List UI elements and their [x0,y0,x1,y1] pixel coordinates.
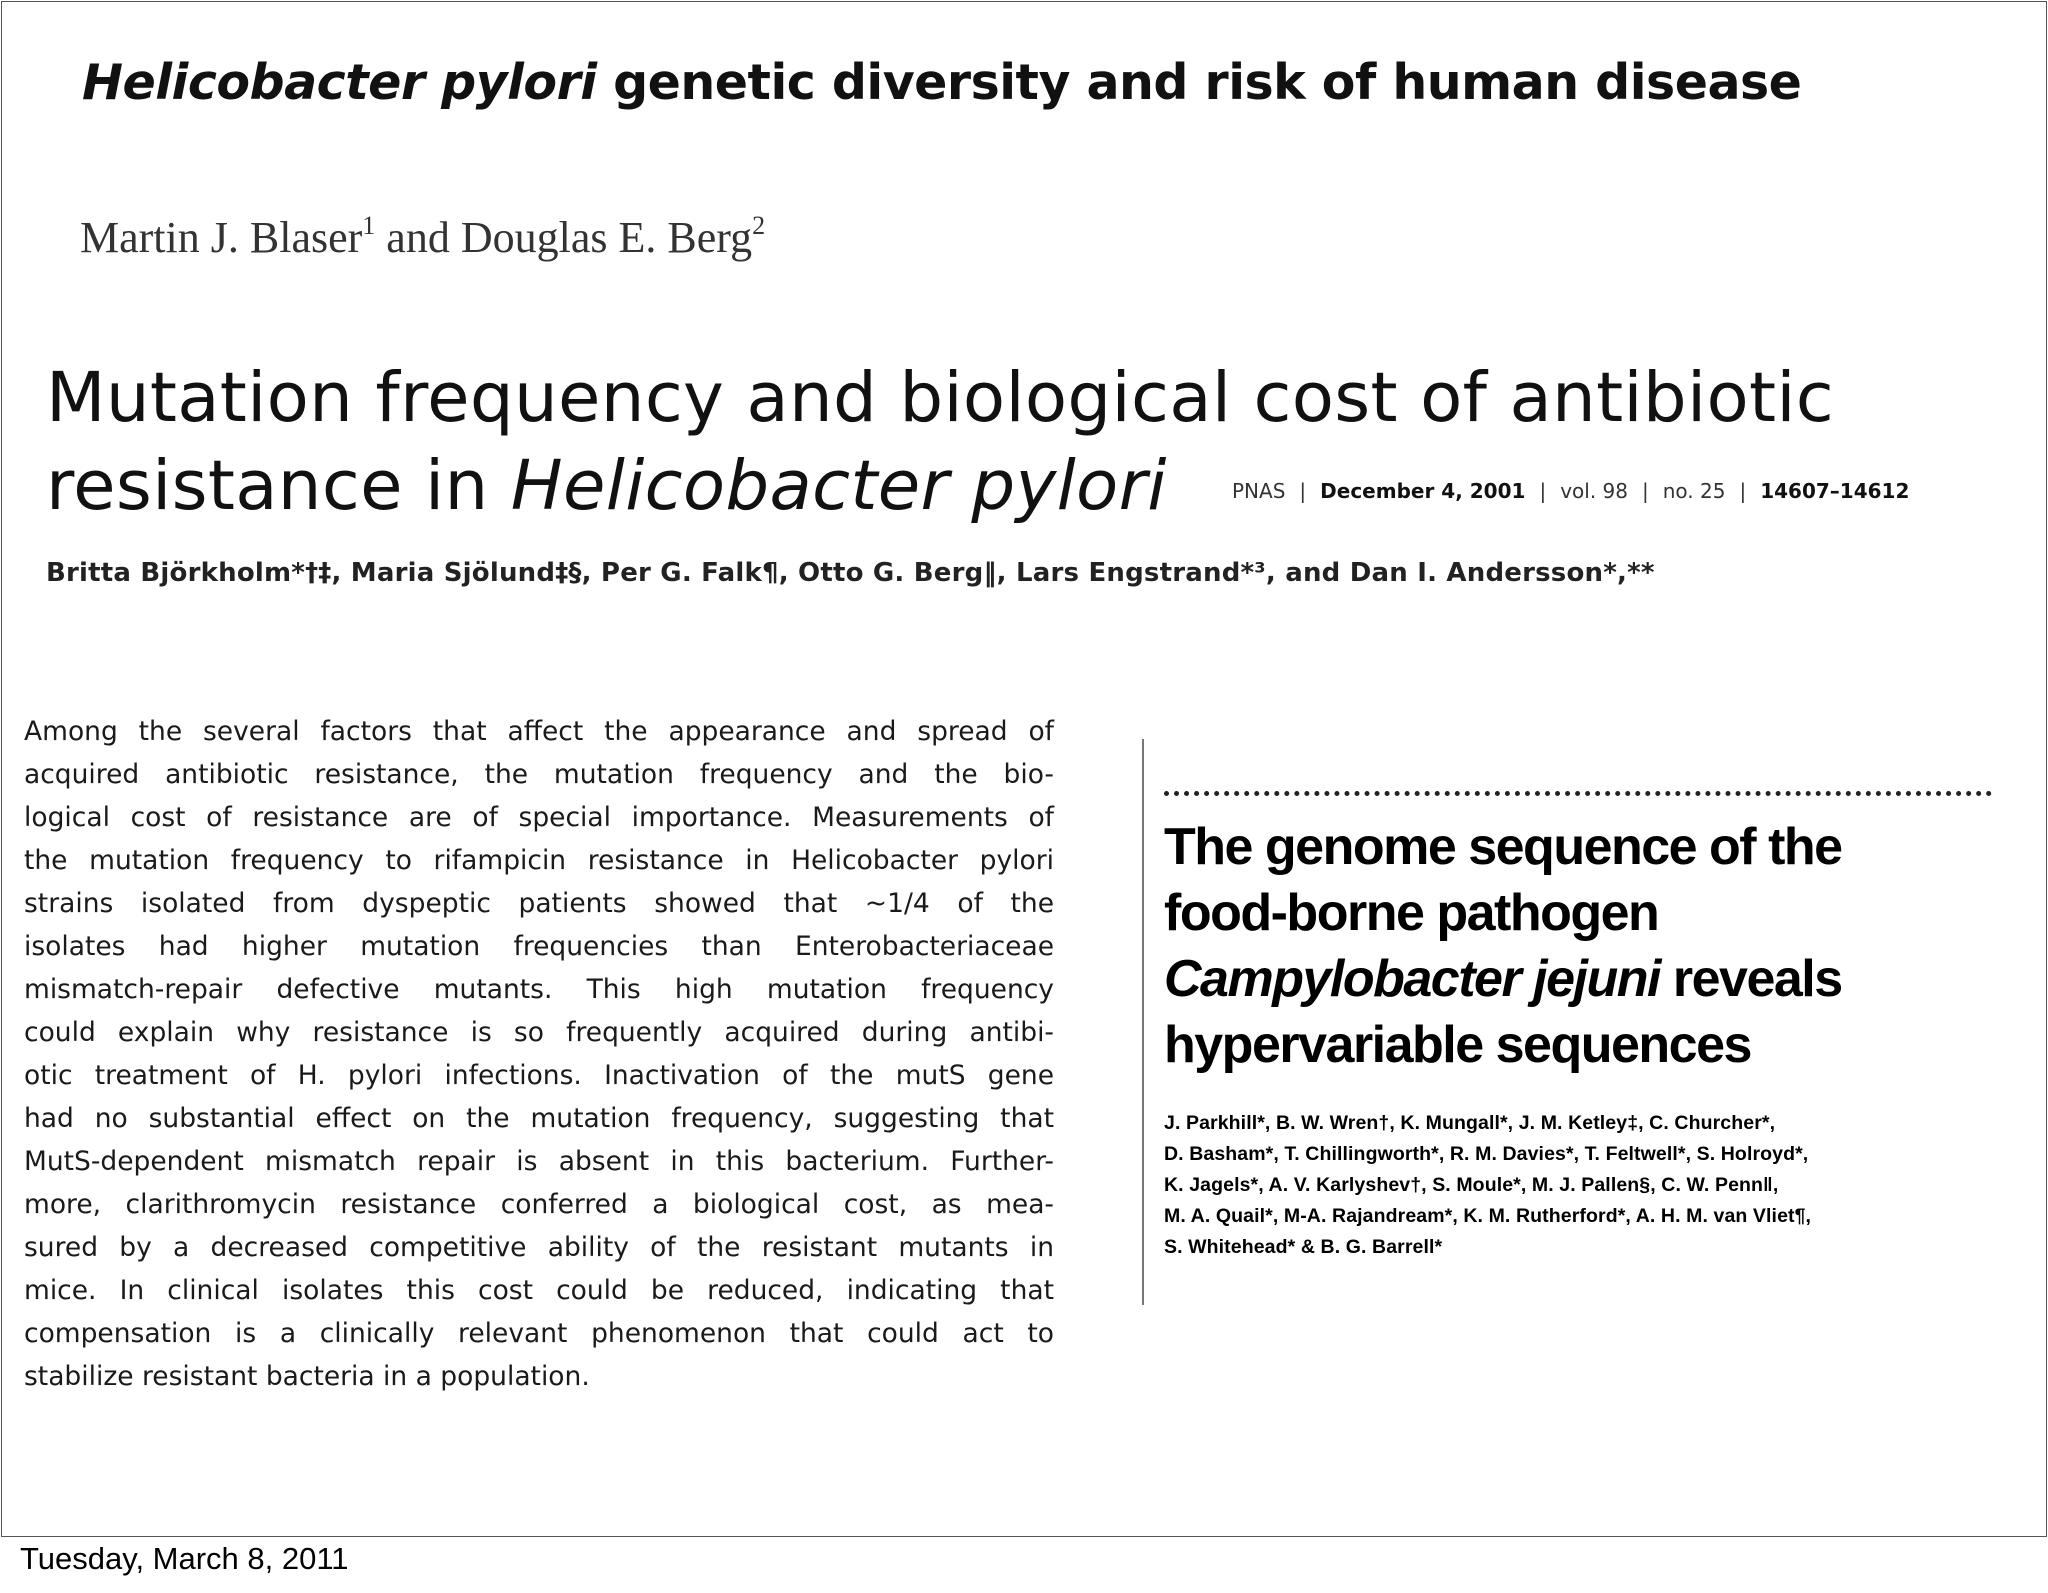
abstract-line: mismatch-repair defective mutants. This high mutation frequency [24,974,1054,1005]
paper2-abstract [24,710,1054,1398]
paper1-author2-affiliation: 2 [752,211,766,240]
paper3-title-line3-rest: reveals [1659,950,1842,1008]
paper3-author-line: K. Jagels*, A. V. Karlyshev†, S. Moule*, M. J. Pallen§, C. W. Penn‖, [1164,1174,1779,1196]
paper2-title-line2-plain: resistance in [46,446,511,526]
citation-volume: vol. 98 [1560,479,1628,503]
abstract-line: had no substantial effect on the mutation frequency, suggesting that [24,1103,1054,1134]
paper3-authors [1164,1108,2024,1263]
abstract-line: stabilize resistant bacteria in a population. [24,1361,590,1392]
paper1-title-rest: genetic diversity and risk of human disease [596,54,1802,111]
abstract-line: sured by a decreased competitive ability of the resistant mutants in [24,1232,1054,1263]
citation-pages: 14607–14612 [1760,479,1910,503]
abstract-line: logical cost of resistance are of special importance. Measurements of [24,802,1054,833]
paper3-author-line: D. Basham*, T. Chillingworth*, R. M. Davies*, T. Feltwell*, S. Holroyd*, [1164,1143,1809,1165]
column-divider [1142,739,1144,1305]
paper3-author-line: J. Parkhill*, B. W. Wren†, K. Mungall*, J. M. Ketley‡, C. Churcher*, [1164,1112,1776,1134]
abstract-line: MutS-dependent mismatch repair is absent in this bacterium. Further- [24,1146,1054,1177]
footer-date: Tuesday, March 8, 2011 [20,1541,349,1576]
paper1-title-italic: Helicobacter pylori [82,54,597,111]
abstract-line: could explain why resistance is so frequently acquired during antibi- [24,1017,1054,1048]
abstract-line: strains isolated from dyspeptic patients showed that ~1/4 of the [24,888,1054,919]
slide [1,1,2047,1537]
citation-issue: no. 25 [1662,479,1726,503]
paper3-title [1164,814,2024,1078]
paper3-title-line3-italic: Campylobacter jejuni [1164,950,1660,1008]
citation-journal: PNAS [1232,479,1286,503]
paper3-title-line4: hypervariable sequences [1164,1016,1751,1074]
abstract-line: compensation is a clinically relevant phenomenon that could act to [24,1318,1054,1349]
abstract-line: more, clarithromycin resistance conferred a biological cost, as mea- [24,1189,1054,1220]
dotted-rule [1164,791,1992,796]
citation-separator: | [1739,479,1747,503]
paper1-author-connector: and [375,213,461,262]
citation-separator: | [1539,479,1547,503]
paper2-authors: Britta Björkholm*†‡, Maria Sjölund‡§, Per G. Falk¶, Otto G. Berg‖, Lars Engstrand*³, and Dan I. Andersson*,** [46,558,1655,588]
paper3-author-line: M. A. Quail*, M-A. Rajandream*, K. M. Rutherford*, A. H. M. van Vliet¶, [1164,1205,1812,1227]
paper3-title-line1: The genome sequence of the [1164,818,1842,876]
paper3-title-line3 [1164,946,2024,1012]
paper1-title [82,54,1982,111]
paper2-title [46,354,1946,530]
citation-separator: | [1641,479,1649,503]
paper2-title-line2-italic: Helicobacter pylori [510,446,1167,526]
paper2-title-line1: Mutation frequency and biological cost of antibiotic [46,358,1835,438]
paper3-title-line2: food-borne pathogen [1164,884,1659,942]
abstract-line: the mutation frequency to rifampicin resistance in Helicobacter pylori [24,845,1054,876]
paper1-author1: Martin J. Blaser [80,213,363,262]
paper1-author1-affiliation: 1 [362,211,376,240]
abstract-line: Among the several factors that affect the appearance and spread of [24,716,1054,747]
abstract-line: acquired antibiotic resistance, the mutation frequency and the bio- [24,759,1054,790]
paper1-authors [80,212,765,263]
abstract-line: mice. In clinical isolates this cost could be reduced, indicating that [24,1275,1054,1306]
citation-date: December 4, 2001 [1320,479,1526,503]
paper3-author-line: S. Whitehead* & B. G. Barrell* [1164,1236,1443,1258]
paper1-author2: Douglas E. Berg [460,213,753,262]
abstract-line: otic treatment of H. pylori infections. Inactivation of the mutS gene [24,1060,1054,1091]
abstract-line: isolates had higher mutation frequencies than Enterobacteriaceae [24,931,1054,962]
paper2-citation [1232,479,1909,503]
citation-separator: | [1299,479,1307,503]
